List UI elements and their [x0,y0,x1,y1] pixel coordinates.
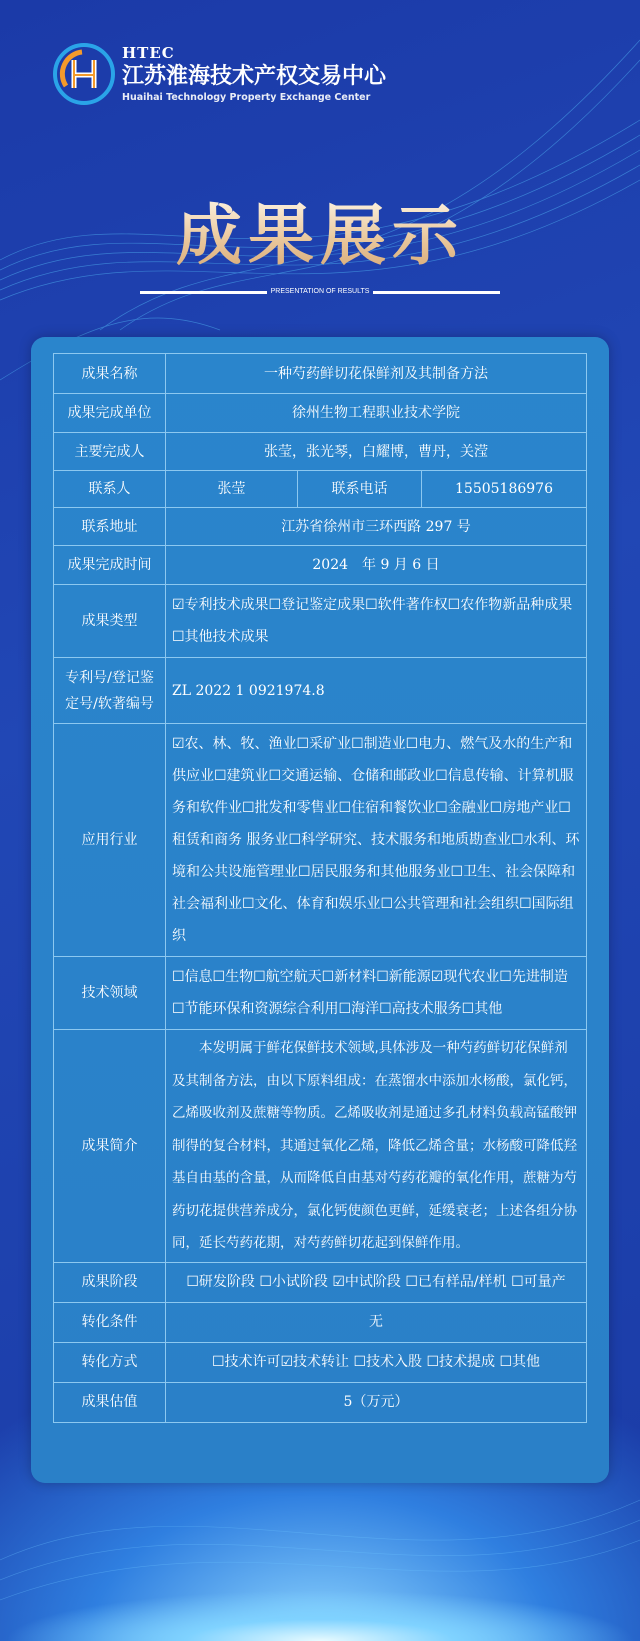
table-row [54,1382,587,1422]
row-label: 应用行业 [54,724,166,957]
row-label: 成果估值 [54,1382,166,1422]
table-row [54,508,587,546]
divider [373,291,500,294]
htec-logo-icon [52,42,116,106]
result-stage: ☐研发阶段 ☐小试阶段 ☑中试阶段 ☐已有样品/样机 ☐可量产 [166,1262,587,1302]
row-label: 转化条件 [54,1302,166,1342]
contact-name: 张莹 [166,471,298,508]
table-row [54,957,587,1030]
industry: ☑农、林、牧、渔业☐采矿业☐制造业☐电力、燃气及水的生产和供应业☐建筑业☐交通运输、仓储和邮政业☐信息传输、计算机服务和软件业☐批发和零售业☐住宿和餐饮业☐金融业☐房地产业☐租赁和商务 服务业☐科学研究、技术服务和地质勘查业☐水利、环境和公共设施管理业☐居民服务和其他服务业☐卫生、社会保障和社会福利业☐文化、体育和娱乐业☐公共管理和社会组织☐国际组织 [166,724,587,957]
table-row [54,1262,587,1302]
result-people: 张莹，张光琴，白耀博，曹丹，关滢 [166,433,587,471]
table-row [54,724,587,957]
row-label: 联系人 [54,471,166,508]
row-label: 专利号/登记鉴定号/软著编号 [54,658,166,724]
results-table [53,353,587,1423]
valuation: 5（万元） [166,1382,587,1422]
subtitle [140,287,500,297]
org-name-cn: 江苏淮海技术产权交易中心 [122,64,387,89]
row-label: 转化方式 [54,1342,166,1382]
transfer-mode: ☐技术许可☑技术转让 ☐技术入股 ☐技术提成 ☐其他 [166,1342,587,1382]
row-label: 技术领域 [54,957,166,1030]
completion-time: 2024 年 9 月 6 日 [166,546,587,585]
phone-number: 15505186976 [422,471,587,508]
result-unit: 徐州生物工程职业技术学院 [166,394,587,433]
logo [52,42,386,106]
page-title: 成果展示 [0,194,640,276]
table-row [54,546,587,585]
table-row [54,354,587,394]
divider [140,291,267,294]
tech-field: ☐信息☐生物☐航空航天☐新材料☐新能源☑现代农业☐先进制造☐节能环保和资源综合利用☐海洋☐高技术服务☐其他 [166,957,587,1030]
row-label: 成果类型 [54,585,166,658]
row-label: 成果阶段 [54,1262,166,1302]
row-label: 成果简介 [54,1030,166,1263]
patent-number: ZL 2022 1 0921974.8 [166,658,587,724]
org-name-en: Huaihai Technology Property Exchange Center [122,92,371,103]
transfer-condition: 无 [166,1302,587,1342]
table-row [54,394,587,433]
table-row [54,471,587,508]
row-label: 成果完成单位 [54,394,166,433]
address: 江苏省徐州市三环西路 297 号 [166,508,587,546]
table-row [54,585,587,658]
table-row [54,433,587,471]
row-label: 主要完成人 [54,433,166,471]
table-row [54,658,587,724]
table-row [54,1342,587,1382]
table-row [54,1302,587,1342]
result-intro: 本发明属于鲜花保鲜技术领域,具体涉及一种芍药鲜切花保鲜剂及其制备方法，由以下原料组成：在蒸馏水中添加水杨酸，氯化钙，乙烯吸收剂及蔗糖等物质。乙烯吸收剂是通过多孔材料负载高锰酸钾制得的复合材料，其通过氧化乙烯，降低乙烯含量；水杨酸可降低羟基自由基的含量，从而降低自由基对芍药花瓣的氧化作用，蔗糖为芍药切花提供营养成分，氯化钙使颜色更鲜，延缓衰老；上述各组分协同，延长芍药花期，对芍药鲜切花起到保鲜作用。 [166,1030,587,1263]
table-row [54,1030,587,1263]
row-label: 联系地址 [54,508,166,546]
result-name: 一种芍药鲜切花保鲜剂及其制备方法 [166,354,587,394]
logo-abbr: HTEC [122,44,175,62]
result-type: ☑专利技术成果☐登记鉴定成果☐软件著作权☐农作物新品种成果☐其他技术成果 [166,585,587,658]
bottom-glow [0,1520,640,1641]
row-label: 成果名称 [54,354,166,394]
subtitle-text: PRESENTATION OF RESULTS [270,288,370,295]
phone-label: 联系电话 [298,471,422,508]
row-label: 成果完成时间 [54,546,166,585]
